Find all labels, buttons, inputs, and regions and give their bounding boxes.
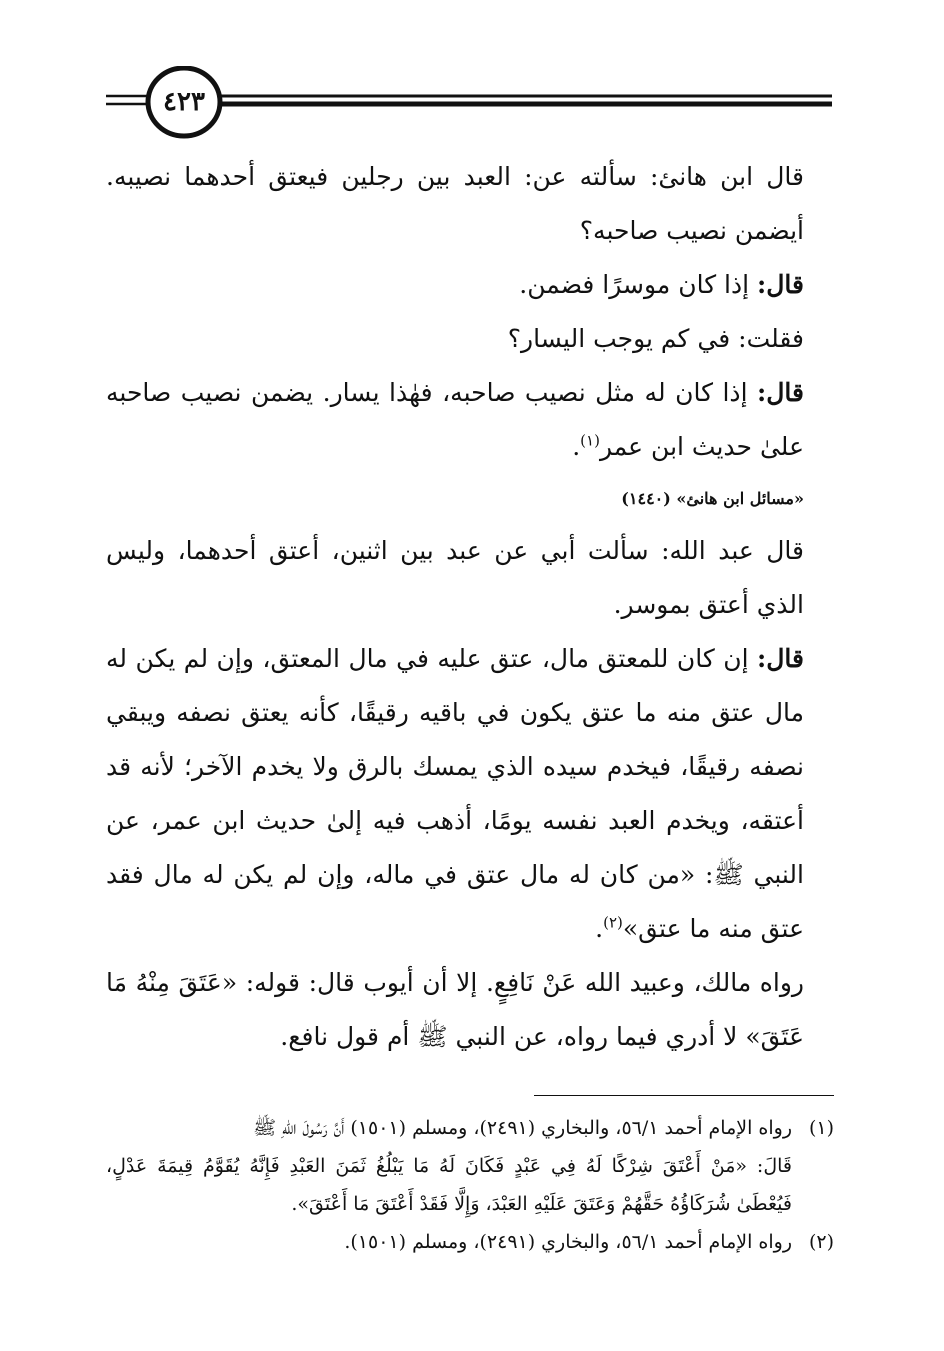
paragraph-1: [106, 150, 834, 258]
paragraph-3: [106, 312, 834, 366]
paragraph-6-end: .: [595, 914, 604, 943]
paragraph-4-end: .: [572, 432, 581, 461]
paragraph-7: [106, 956, 834, 1064]
page-header: [100, 66, 838, 140]
footnote-ref-2: (٢): [603, 913, 623, 932]
footnote-2-number: (٢): [808, 1231, 834, 1253]
footnote-1: [106, 1109, 834, 1147]
paragraph-6: [106, 632, 834, 956]
paragraph-1-line-2: أيضمن نصيب صاحبه؟: [579, 216, 804, 245]
paragraph-4-text: إذا كان له مثل نصيب صاحبه، فهٰذا يسار. يضمن نصيب صاحبه علىٰ حديث ابن عمر: [106, 378, 804, 461]
paragraph-4-label: قال:: [757, 378, 804, 407]
paragraph-1-line-1: قال ابن هانئ: سألته عن: العبد بين رجلين فيعتق أحدهما نصيبه.: [106, 162, 804, 191]
paragraph-5: [106, 524, 834, 632]
footnote-2-line-1: رواه الإمام أحمد ٥٦/١، والبخاري (٢٤٩١)، ومسلم (١٥٠١).: [344, 1231, 792, 1253]
paragraph-6-label: قال:: [757, 644, 804, 673]
source-citation: «مسائل ابن هانئ» (١٤٤٠): [621, 489, 804, 508]
footnote-2: [106, 1223, 834, 1261]
footnote-1-line-1: رواه الإمام أحمد ٥٦/١، والبخاري (٢٤٩١)، ومسلم (١٥٠١) أَنَّ رَسُولَ اللهِ ﷺ: [253, 1117, 792, 1139]
paragraph-7-text: رواه مالك، وعبيد الله عَنْ نَافِعٍ. إلا أن أيوب قال: قوله: «عَتَقَ مِنْهُ مَا عَتَقَ» لا أدري فيما رواه، عن النبي ﷺ أم قول نافع.: [106, 968, 804, 1051]
main-text: [106, 150, 834, 1064]
paragraph-5-text: قال عبد الله: سألت أبي عن عبد بين اثنين، أعتق أحدهما، وليس الذي أعتق بموسر.: [106, 536, 804, 619]
footnote-1-continuation: قَالَ: «مَنْ أَعْتَقَ شِرْكًا لَهُ فِي عَبْدٍ فَكَانَ لَهُ مَا يَبْلُغُ ثَمَنَ العَبْدِ فَإِنَّهُ يُقَوَّمُ قِيمَةَ عَدْلٍ، فَيُعْطَىٰ شُرَكَاؤُهُ حَقَّهُمْ وَعَتَقَ عَلَيْهِ العَبْدَ، وَإِلَّا فَقَدْ أَعْتَقَ مَا أَعْتَقَ».: [106, 1155, 792, 1215]
footnote-1-number: (١): [808, 1117, 834, 1139]
page-number: ٤٢٣: [163, 87, 205, 117]
footnote-divider: [534, 1095, 834, 1096]
paragraph-4: [106, 366, 834, 474]
paragraph-3-text: فقلت: في كم يوجب اليسار؟: [507, 324, 804, 353]
paragraph-2: [106, 258, 834, 312]
footnotes: [106, 1095, 834, 1261]
paragraph-6-text: إن كان للمعتق مال، عتق عليه في مال المعتق، وإن لم يكن له مال عتق منه ما عتق يكون في باقيه رقيقًا، كأنه يعتق نصفه ويبقي نصفه رقيقًا، فيخدم سيده الذي يمسك بالرق ولا يخدم الآخر؛ لأنه قد أعتقه، ويخدم العبد نفسه يومًا، أذهب فيه إلىٰ حديث ابن عمر، عن النبي ﷺ: «من كان له مال عتق في ماله، وإن لم يكن له مال فقد عتق منه ما عتق»: [106, 644, 804, 943]
paragraph-2-label: قال:: [757, 270, 804, 299]
paragraph-2-text: إذا كان موسرًا فضمن.: [519, 270, 758, 299]
footnote-ref-1: (١): [580, 431, 600, 450]
